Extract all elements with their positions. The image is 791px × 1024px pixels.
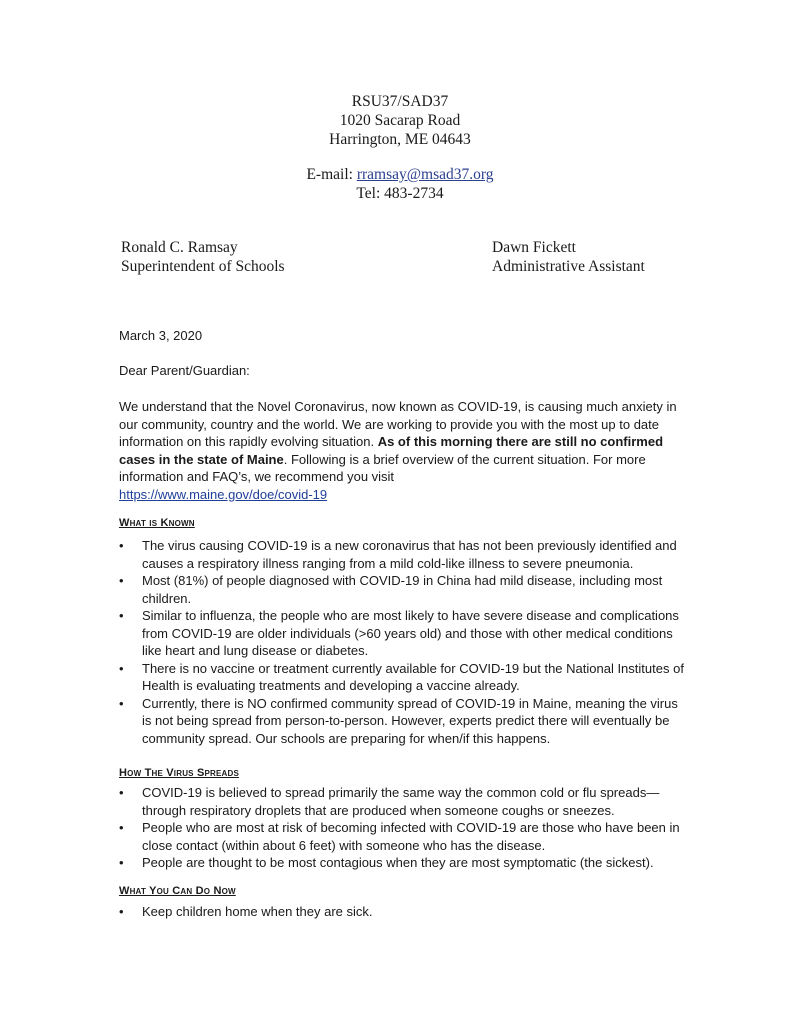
bullet-icon: • [119, 538, 124, 553]
intro-paragraph [119, 398, 689, 503]
superintendent-block [121, 238, 285, 276]
list-item: • There is no vaccine or treatment currently available for COVID-19 but the National Institutes of Health is evaluating treatments and developing a vaccine already. [119, 660, 684, 693]
superintendent-name: Ronald C. Ramsay [121, 239, 238, 256]
list-item: • The virus causing COVID-19 is a new coronavirus that has not been previously identified and causes a respiratory illness ranging from a mild cold-like illness to severe pneumonia. [119, 538, 677, 571]
list-item: • COVID-19 is believed to spread primarily the same way the common cold or flu spreads—through respiratory droplets that are produced when someone coughs or sneezes. [119, 785, 660, 818]
city-address: Harrington, ME 04643 [329, 131, 471, 148]
bullet-icon: • [119, 608, 124, 623]
section-heading-what-is-known: What is Known [119, 517, 195, 529]
street-address: 1020 Sacarap Road [339, 112, 461, 129]
list-item: • Most (81%) of people diagnosed with COVID-19 in China had mild disease, including most children. [119, 573, 663, 606]
action-list [119, 903, 684, 921]
spread-list [119, 784, 684, 872]
bullet-icon: • [119, 573, 124, 588]
intro-bold-text: As of this morning there are still no confirmed cases in the state of Maine [119, 434, 664, 467]
email-line [0, 165, 791, 184]
bullet-icon: • [119, 904, 124, 919]
intro-text-2: . Following is a brief overview of the current situation. For more information and FAQ’s, we recommend you visit [119, 451, 646, 484]
bullet-icon: • [119, 785, 124, 800]
bullet-icon: • [119, 820, 124, 835]
section-heading-how-it-spreads: How The Virus Spreads [119, 767, 240, 779]
assistant-block [492, 238, 645, 276]
list-item: • Currently, there is NO confirmed community spread of COVID-19 in Maine, meaning the virus is not being spread from person-to-person. However, experts predict there will eventually be community spread. Our schools are preparing for when/if this happens. [119, 695, 678, 746]
letter-date: March 3, 2020 [119, 328, 203, 343]
email-link[interactable]: rramsay@msad37.org [356, 166, 494, 183]
bullet-icon: • [119, 660, 124, 676]
known-list [119, 537, 684, 747]
letterhead [0, 92, 791, 203]
assistant-name: Dawn Fickett [492, 239, 576, 256]
bullet-icon: • [119, 695, 124, 711]
list-item: • People are thought to be most contagious when they are most symptomatic (the sickest). [119, 855, 654, 870]
greeting: Dear Parent/Guardian: [119, 363, 250, 378]
list-item: • People who are most at risk of becoming infected with COVID-19 are those who have been in close contact (within about 6 feet) with someone who has the disease. [119, 820, 680, 853]
intro-text-1: We understand that the Novel Coronavirus, now known as COVID-19, is causing much anxiety in our community, country and the world. We are working to provide you with the most up to date information on this rapidly evolving situation. [119, 399, 677, 449]
assistant-title: Administrative Assistant [492, 258, 645, 275]
email-label: E-mail: [306, 166, 357, 183]
org-name: RSU37/SAD37 [351, 93, 449, 110]
superintendent-title: Superintendent of Schools [121, 258, 285, 275]
section-heading-what-you-can-do: What You Can Do Now [119, 885, 236, 897]
bullet-icon: • [119, 855, 124, 870]
list-item: • Keep children home when they are sick. [119, 904, 373, 919]
maine-doe-link[interactable]: https://www.maine.gov/doe/covid-19 [119, 486, 328, 502]
list-item: • Similar to influenza, the people who are most likely to have severe disease and complications from COVID-19 are older individuals (>60 years old) and those with other medical conditions like heart and lung disease or diabetes. [119, 608, 679, 658]
tel-line: Tel: 483-2734 [356, 185, 444, 202]
